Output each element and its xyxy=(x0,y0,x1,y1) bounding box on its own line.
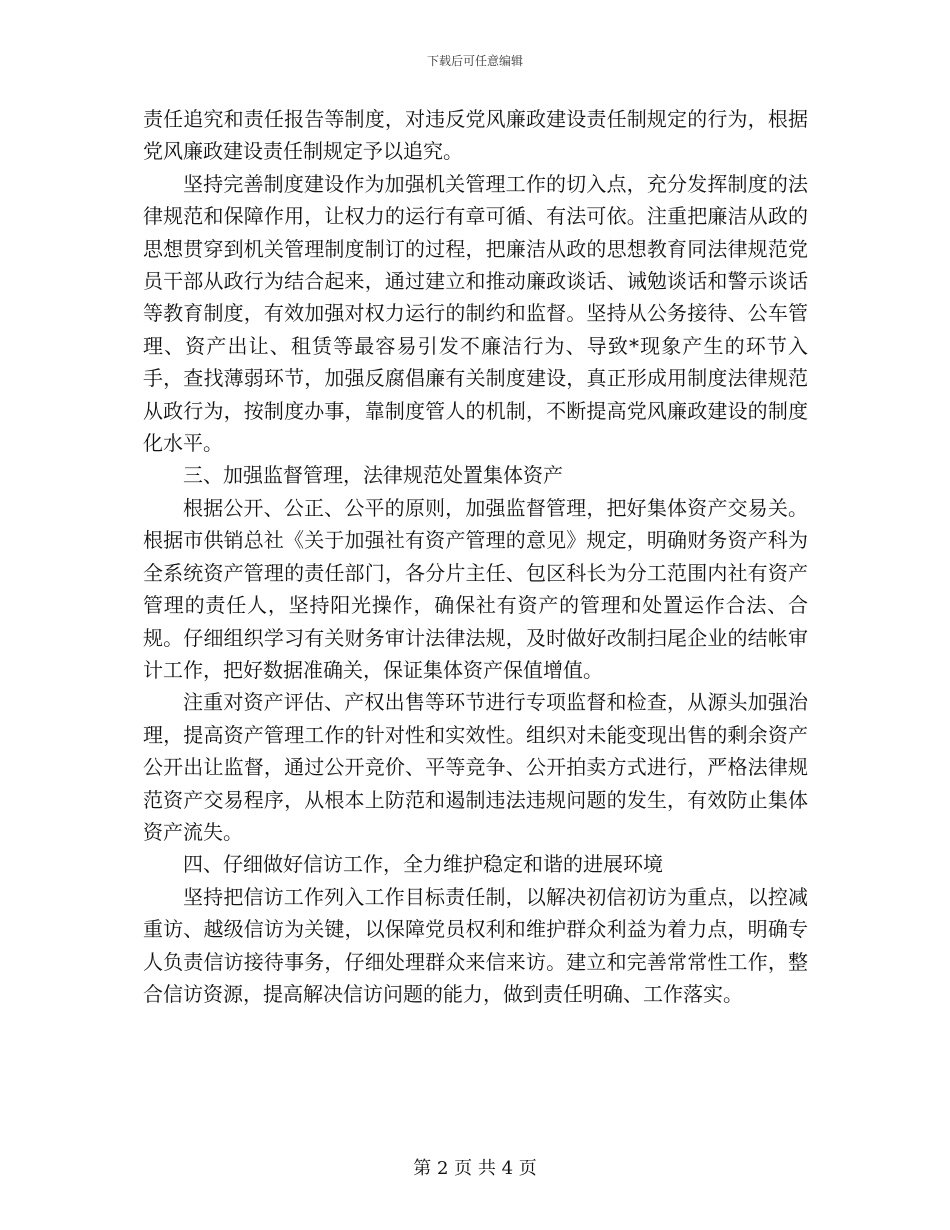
paragraph: 坚持完善制度建设作为加强机关管理工作的切入点，充分发挥制度的法律规范和保障作用，让权力的运行有章可循、有法可依。注重把廉洁从政的思想贯穿到机关管理制度制订的过程，把廉洁从政的思想教育同法律规范党员干部从政行为结合起来，通过建立和推动廉政谈话、诫勉谈话和警示谈话等教育制度，有效加强对权力运行的制约和监督。坚持从公务接待、公车管理、资产出让、租赁等最容易引发不廉洁行为、导致*现象产生的环节入手，查找薄弱环节，加强反腐倡廉有关制度建设，真正形成用制度法律规范从政行为，按制度办事，靠制度管人的机制，不断提高党风廉政建设的制度化水平。 xyxy=(143,171,808,456)
paragraph: 责任追究和责任报告等制度，对违反党风廉政建设责任制规定的行为，根据党风廉政建设责任制规定予以追究。 xyxy=(143,107,808,164)
paragraph: 注重对资产评估、产权出售等环节进行专项监督和检查，从源头加强治理，提高资产管理工作的针对性和实效性。组织对未能变现出售的剩余资产公开出让监督，通过公开竞价、平等竞争、公开拍卖方式进行，严格法律规范资产交易程序，从根本上防范和遏制违法违规问题的发生，有效防止集体资产流失。 xyxy=(143,690,808,844)
page-header-note: 下载后可任意编辑 xyxy=(426,54,523,68)
paragraph: 根据公开、公正、公平的原则，加强监督管理，把好集体资产交易关。根据市供销总社《关于加强社有资产管理的意见》规定，明确财务资产科为全系统资产管理的责任部门，各分片主任、包区科长为分工范围内社有资产管理的责任人，坚持阳光操作，确保社有资产的管理和处置运作合法、合规。仔细组织学习有关财务审计法律法规，及时做好改制扫尾企业的结帐审计工作，把好数据准确关，保证集体资产保值增值。 xyxy=(143,495,808,682)
document-body xyxy=(143,103,808,1010)
paragraph: 坚持把信访工作列入工作目标责任制，以解决初信初访为重点，以控减重访、越级信访为关键，以保障党员权利和维护群众利益为着力点，明确专人负责信访接待事务，仔细处理群众来信来访。建立和完善常常性工作，整合信访资源，提高解决信访问题的能力，做到责任明确、工作落实。 xyxy=(143,884,808,1006)
section-heading: 三、加强监督管理，法律规范处置集体资产 xyxy=(183,463,563,488)
page-number-footer: 第 2 页 共 4 页 xyxy=(413,1158,537,1179)
section-heading: 四、仔细做好信访工作，全力维护稳定和谐的进展环境 xyxy=(183,852,663,877)
